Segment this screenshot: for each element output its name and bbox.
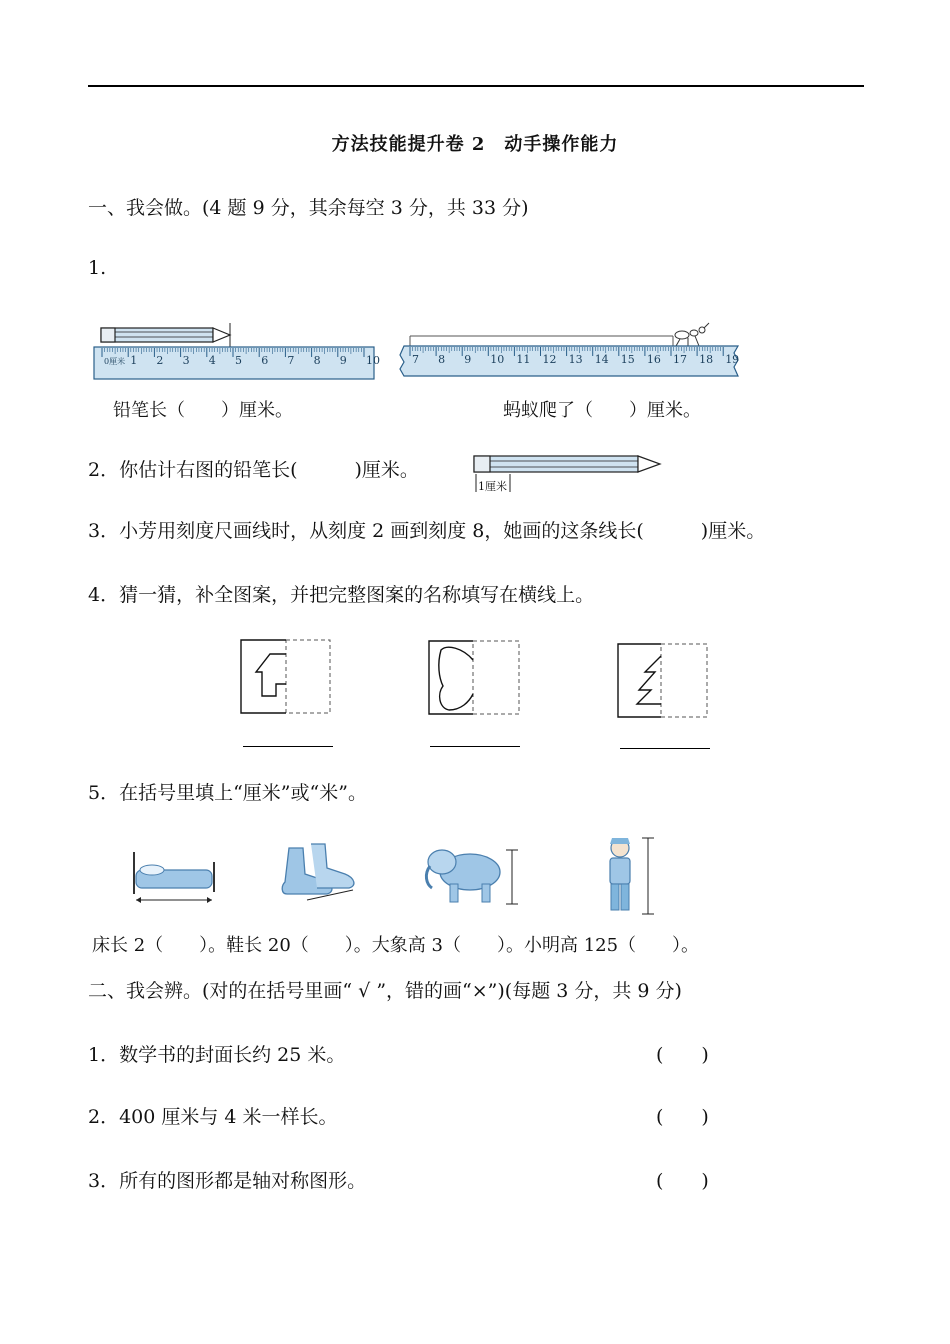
- answer-line-3[interactable]: [620, 748, 710, 749]
- ruler1-label: 4: [208, 354, 216, 367]
- ruler2-label: 7: [412, 353, 419, 366]
- ruler2-label: 18: [699, 353, 714, 366]
- q1-number: 1.: [88, 257, 107, 279]
- ruler2-label: 16: [646, 353, 661, 366]
- answer-line-2[interactable]: [430, 746, 520, 747]
- q5-captions: 床长 2（ ）。鞋长 20（ ）。大象高 3（ ）。小明高 125（ ）。: [92, 935, 700, 956]
- boy-illustration: [598, 834, 662, 918]
- ruler1-label: 3: [182, 354, 190, 367]
- answer-line-1[interactable]: [243, 746, 333, 747]
- ruler2-label: 17: [673, 353, 687, 366]
- pencil-icon: [101, 323, 230, 348]
- ruler1-label: 1: [130, 354, 138, 367]
- bed-illustration: [128, 848, 220, 904]
- ruler2-label: 10: [490, 353, 505, 366]
- judge-paren-1[interactable]: ( ): [656, 1044, 709, 1066]
- q1-ant-caption: 蚂蚁爬了（ ）厘米。: [503, 400, 701, 421]
- judge-paren-3[interactable]: ( ): [656, 1170, 709, 1192]
- ruler2-label: 19: [725, 353, 740, 366]
- q4-text: 4．猜一猜，补全图案，并把完整图案的名称填写在横线上。: [88, 584, 595, 606]
- q1-pencil-caption: 铅笔长（ ）厘米。: [113, 400, 293, 421]
- ruler1-label: 5: [235, 354, 242, 367]
- ruler2-label: 15: [620, 353, 635, 366]
- ruler2-label: 12: [542, 353, 557, 366]
- section2-heading: 二、我会辨。(对的在括号里画“ √ ”，错的画“×”)(每题 3 分，共 9 分): [88, 980, 682, 1002]
- half-pattern-house: [238, 638, 334, 718]
- judge-item-3: 3．所有的图形都是轴对称图形。: [88, 1170, 367, 1192]
- ruler1-label: 0厘米: [104, 357, 126, 366]
- ruler1-label: 6: [261, 354, 269, 367]
- unit-label: 1厘米: [478, 480, 507, 493]
- top-rule: [88, 85, 864, 87]
- ruler-ant-figure: [396, 320, 748, 384]
- ruler1-label: 2: [156, 354, 164, 367]
- half-pattern-butterfly: [427, 638, 523, 718]
- ruler1-label: 9: [339, 354, 347, 367]
- ruler2-label: 9: [464, 353, 472, 366]
- ruler-pencil-figure: [92, 322, 378, 382]
- q2-text: 2．你估计右图的铅笔长( )厘米。: [88, 459, 419, 481]
- judge-item-2: 2．400 厘米与 4 米一样长。: [88, 1106, 338, 1128]
- shoe-illustration: [277, 842, 361, 906]
- ruler2-label: 8: [438, 353, 446, 366]
- judge-paren-2[interactable]: ( ): [656, 1106, 709, 1128]
- ruler1-label: 8: [313, 354, 321, 367]
- ruler2-label: 13: [568, 353, 583, 366]
- page-title: 方法技能提升卷 2 动手操作能力: [331, 134, 619, 155]
- ruler1-label: 10: [366, 354, 380, 367]
- q3-text: 3．小芳用刻度尺画线时，从刻度 2 画到刻度 8，她画的这条线长( )厘米。: [88, 520, 766, 542]
- ruler2-label: 11: [516, 353, 531, 366]
- section1-heading: 一、我会做。(4 题 9 分，其余每空 3 分，共 33 分): [88, 197, 529, 219]
- elephant-illustration: [420, 844, 520, 908]
- ruler1-label: 7: [287, 354, 295, 367]
- q5-text: 5．在括号里填上“厘米”或“米”。: [88, 782, 367, 804]
- judge-item-1: 1．数学书的封面长约 25 米。: [88, 1044, 346, 1066]
- ruler2-label: 14: [594, 353, 609, 366]
- ant-icon: [675, 323, 709, 346]
- pencil-icon: [474, 456, 660, 472]
- half-pattern-tree: [615, 642, 711, 722]
